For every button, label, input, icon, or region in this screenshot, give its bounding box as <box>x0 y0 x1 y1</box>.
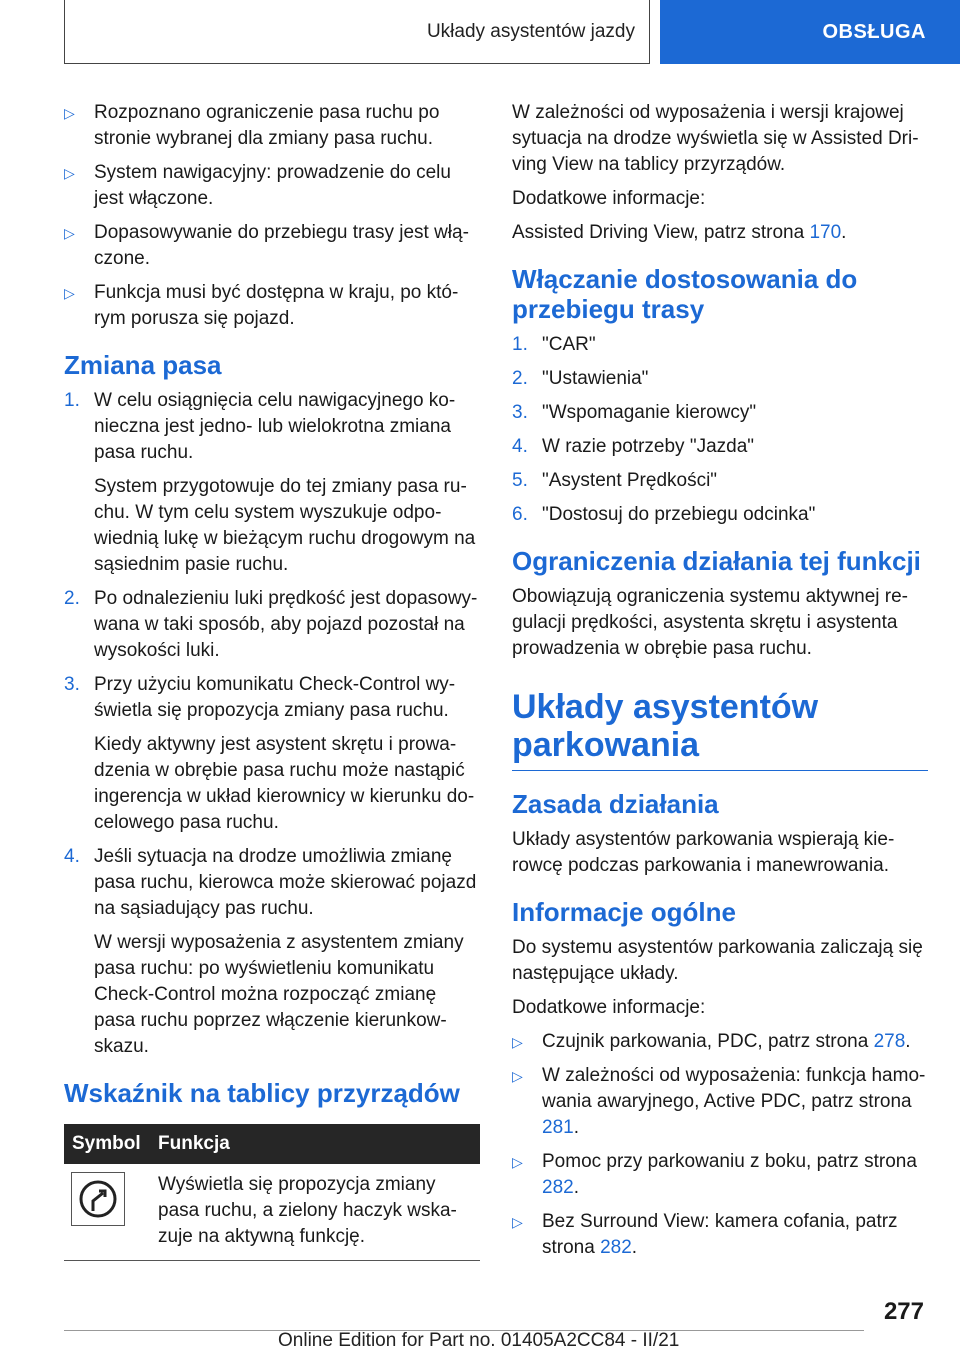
triangle-bullet-icon: ▷ <box>64 225 75 241</box>
zasada-text: Układy asystentów parkowania wspierają kie-rowcę podczas parkowania i manewrowania. <box>512 829 895 876</box>
right-column <box>512 100 928 1269</box>
table-row <box>64 1164 480 1261</box>
table-cell-function: Wyświetla się propozycja zmiany pasa ruchu, a zielony haczyk wska-zuje na aktywną funkcję. <box>150 1164 480 1261</box>
list-item: ▷ Funkcja musi być dostępna w kraju, po któ-rym porusza się pojazd. <box>64 282 459 329</box>
list-item: ▷ System nawigacyjny: prowadzenie do celu jest włączone. <box>64 162 451 209</box>
menu-step: 2. "Ustawienia" <box>512 368 649 389</box>
list-item: ▷ W zależności od wyposażenia: funkcja hamo-wania awaryjnego, Active PDC, patrz strona 281. <box>512 1065 926 1138</box>
list-item: ▷ Pomoc przy parkowaniu z boku, patrz strona 282. <box>512 1151 917 1198</box>
list-item: ▷ Rozpoznano ograniczenie pasa ruchu po stronie wybranej dla zmiany pasa ruchu. <box>64 102 440 149</box>
triangle-bullet-icon: ▷ <box>512 1214 523 1230</box>
page-link[interactable]: 170 <box>809 222 842 243</box>
heading-wskaznik: Wskaźnik na tablicy przyrządów <box>64 1078 460 1108</box>
table-cell-symbol <box>64 1164 150 1261</box>
header-section-title <box>64 0 650 64</box>
menu-step: 1. "CAR" <box>512 334 596 355</box>
heading-info: Informacje ogólne <box>512 897 736 927</box>
ograniczenia-text: Obowiązują ograniczenia systemu aktywnej re-gulacji prędkości, asystenta skrętu i asystenta prowadzenia w obrębie pasa ruchu. <box>512 586 909 659</box>
more-info-label: Dodatkowe informacje: <box>512 997 706 1018</box>
step-item: 1. W celu osiągnięcia celu nawigacyjnego ko-nieczna jest jedno- lub wielokrotna zmiana pasa ruchu. System przygotowuje do tej zmiany pasa ru-chu. W tym celu system wyszukuje odpo-wiednią lukę w bieżącym ruchu drogowym na sąsiednim pasie ruchu. <box>64 390 476 575</box>
list-item: ▷ Bez Surround View: kamera cofania, patrz strona 282. <box>512 1211 898 1258</box>
info-text: Do systemu asystentów parkowania zaliczają się następujące układy. <box>512 937 923 984</box>
triangle-bullet-icon: ▷ <box>64 105 75 121</box>
table-header-symbol: Symbol <box>64 1124 150 1164</box>
menu-step: 3. "Wspomaganie kierowcy" <box>512 402 757 423</box>
menu-step: 6. "Dostosuj do przebiegu odcinka" <box>512 504 816 525</box>
list-item: ▷ Dopasowywanie do przebiegu trasy jest włą-czone. <box>64 222 469 269</box>
page-link[interactable]: 278 <box>873 1031 906 1052</box>
step-item: 2. Po odnalezieniu luki prędkość jest dopasowy-wana w taki sposób, aby pojazd pozostał na wysokości luki. <box>64 588 478 661</box>
triangle-bullet-icon: ▷ <box>64 165 75 181</box>
intro-text: W zależności od wyposażenia i wersji krajowej sytuacja na drodze wyświetla się w Assisted Dri-ving View na tablicy przyrządów. <box>512 102 919 175</box>
symbol-table <box>64 1124 480 1261</box>
footer-edition: Online Edition for Part no. 01405A2CC84 - II/21 <box>278 1330 680 1351</box>
triangle-bullet-icon: ▷ <box>64 285 75 301</box>
reference-line: Assisted Driving View, patrz strona 170. <box>512 222 847 243</box>
page-link[interactable]: 281 <box>542 1117 574 1138</box>
heading-wlaczanie: Włączanie dostosowania do przebiegu trasy <box>512 264 858 324</box>
heading-zmiana-pasa: Zmiana pasa <box>64 350 222 380</box>
triangle-bullet-icon: ▷ <box>512 1154 523 1170</box>
triangle-bullet-icon: ▷ <box>512 1068 523 1084</box>
page-link[interactable]: 282 <box>600 1237 632 1258</box>
list-item: ▷ Czujnik parkowania, PDC, patrz strona 278. <box>512 1029 928 1055</box>
page-link[interactable]: 282 <box>542 1177 574 1198</box>
chapter-label: OBSŁUGA <box>822 20 926 43</box>
heading-parking: Układy asystentów parkowania <box>512 688 928 771</box>
heading-zasada: Zasada działania <box>512 789 719 819</box>
menu-step: 4. W razie potrzeby "Jazda" <box>512 436 755 457</box>
step-item: 4. Jeśli sytuacja na drodze umożliwia zmianę pasa ruchu, kierowca może skierować pojazd na sąsiadujący pas ruchu. W wersji wyposażenia z asystentem zmiany pasa ruchu: po wyświetleniu komunikatu Check-Control można rozpocząć zmianę pasa ruchu poprzez włączenie kierunkow-skazu. <box>64 846 477 1057</box>
more-info-label: Dodatkowe informacje: <box>512 188 706 209</box>
left-column <box>64 100 480 1261</box>
page-number: 277 <box>883 1298 924 1325</box>
menu-step: 5. "Asystent Prędkości" <box>512 470 718 491</box>
heading-ograniczenia: Ograniczenia działania tej funkcji <box>512 546 921 576</box>
lane-change-icon <box>71 1172 125 1226</box>
section-title: Układy asystentów jazdy <box>426 20 635 42</box>
triangle-bullet-icon: ▷ <box>512 1034 523 1050</box>
step-item: 3. Przy użyciu komunikatu Check-Control wy-świetla się propozycja zmiany pasa ruchu. Kiedy aktywny jest asystent skrętu i prowa-dzenia w obrębie pasa ruchu może nastąpić ingerencja w układ kierownicy w kierunku do-celowego pasa ruchu. <box>64 674 475 833</box>
table-header-function: Funkcja <box>150 1124 480 1164</box>
header-chapter-tab[interactable] <box>660 0 960 64</box>
